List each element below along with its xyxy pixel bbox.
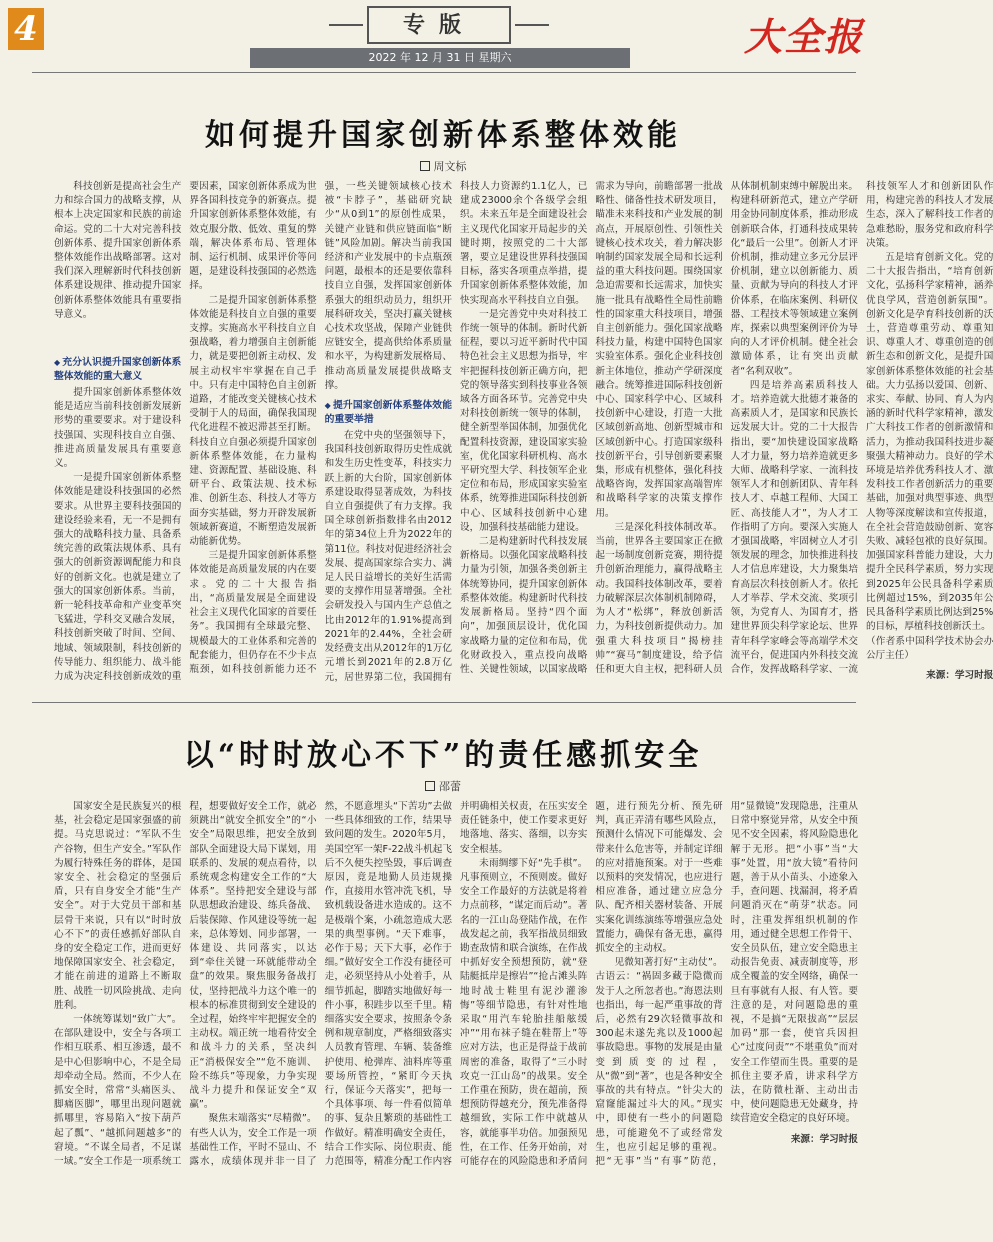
article2-byline (0, 778, 886, 794)
paragraph: 五是培育创新文化。党的二十大报告指出，“培育创新文化，弘扬科学家精神，涵养优良学风，营造创新氛围”。创新文化是孕育科技创新的沃土，营造尊重劳动、尊重知识、尊重人才、尊重创造的创新生态和创新文化，是提升国家创新体系整体效能的社会基础。大力弘扬以爱国、创新、求实、奉献、协同、育人为内涵的新时代科学家精神，激发广大科技工作者的创新激情和活力，为推动我国科技进步凝聚强大精神动力。良好的学术环境是培养优秀科技人才、激发科技工作者创新活力的重要基础，加强对典型事迹、典型人物等深度解读和宣传报道，在全社会营造鼓励创新、宽容失败、减轻包袱的良好氛围。加强国家科普能力建设，大力提升全民科学素质，努力实现到2025年公民具备科学素质比例超过15%，到2035年公民具备科学素质比例达到25%的目标，厚植科技创新沃土。 (865, 252, 993, 633)
paragraph: 一是提升国家创新体系整体效能是建设科技强国的必然要求。从世界主要科技强国的建设经验来看，无一不是拥有强大的战略科技力量、具备系统完善的政策法规体系、具有强大的创新资源调配能力和良好的创新文化。也就是建立了强大的国家创新体系。当前，新一轮科技革命和产业变革突飞猛进，学科交叉融合发展，科技创新突破了时间、空间、地域、领域限制，科技创新的传导能力、组织能力、战斗能力成为决定科技创新成效的重要因素，国家创新体系成为世界各国科技竞争的新赛点。提升国家创新体系整体效能，有效克服分散、低效、重复的弊端，解决体系布局、管理体制、运行机制、成果评价等问题，是建设科技强国的必然选择。 (54, 181, 317, 683)
article1-byline (0, 158, 886, 174)
paragraph: 未雨绸缪下好“先手棋”。凡事预则立，不预则废。做好安全工作最好的方法就是将着力点前移，“谋定而后动”。著名的一江山岛登陆作战，在作战发起之前，我军指战员细致勘查敌情和联合演练，在作战中抓好安全预想预防，就“登陆艇抵岸是擦岩”“抢占滩头阵地时战士鞋里有泥沙灌渗悔”等细节隐患，有针对性地采取“用汽车轮胎挂船舷缓冲”“用布袜子缝在鞋帮上”等应对方法，也正是得益于战前周密的准备，取得了“三小时攻克一江山岛”的战果。安全工作重在预防，贵在超前，预想预防得越充分，预先准备得越细致，实际工作中就越从容，就能事半功倍。加强预见性，在工作、任务开始前，对可能存在的风险隐患和矛盾问题，进行预先分析、预先研判，真正弄清有哪些风险点，预测什么情况下可能爆发、会带来什么危害等，并制定详细的应对措施预案。对于一些难以预料的突发情况，也应进行相应准备，通过建立应急分队、配齐相关器材装备、开展实案化训练演练等增强应急处置能力，确保有备无患，赢得抓安全的主动权。 (459, 801, 723, 1168)
article2-author: 邵蕾 (439, 780, 461, 793)
article1-heading-1: ◆ 充分认识提升国家创新体系整体效能的重大意义 (54, 356, 181, 384)
masthead-divider (32, 72, 856, 73)
paragraph: 一是完善党中央对科技工作统一领导的体制。新时代新征程，要以习近平新时代中国特色社会主义思想为指导，牢牢把握科技创新正确方向，把党的领导落实到科技事业各领域各方面各环节。完善党中央对科技创新统一领导的体制，健全新型举国体制，加强优化配置科技资源，建设国家实验室，优化国家科研机构、高水平研究型大学、科技领军企业定位和布局，形成国家实验室体系，统筹推进国际科技创新中心、区域科技创新中心建设，加强科技基础能力建设。 (459, 308, 588, 533)
paragraph: 四是培养高素质科技人才。培养造就大批德才兼备的高素质人才，是国家和民族长远发展大计。党的二十大报告指出，要“加快建设国家战略人才力量，努力培养造就更多大师、战略科学家、一流科技领军人才和创新团队、青年科技人才、卓越工程师、大国工匠、高技能人才”，为人才工作指明了方向。要深入实施人才强国战略，牢固树立人才引领发展的理念，加快推进科技人才信息库建设，大力聚集培育高层次科技创新人才。依托人才举荐、学术交流、奖项引领，为党育人、为国育才，搭建世界顶尖科学家论坛、世界青年科学家峰会等高端学术交流平台，促进国内外科技交流合作，发挥战略科学家、一流科技领军人才和创新团队作用，构建完善的科技人才发展生态，深入了解科技工作者的急难愁盼，服务党和政府科学决策。 (730, 181, 993, 675)
article1-title: 如何提升国家创新体系整体效能 (205, 118, 681, 153)
author-note: （作者系中国科学技术协会办公厅主任） (865, 635, 993, 661)
article-divider (32, 702, 856, 703)
article2-source: 来源：学习时报 (790, 1133, 858, 1145)
article1-source: 来源：学习时报 (926, 669, 993, 681)
byline-square-icon (420, 161, 430, 171)
paragraph: 二是构建新时代科技发展新格局。以强化国家战略科技力量为引领，加强各类创新主体统筹协同，提升国家创新体系整体效能。构建新时代科技发展新格局。坚持“四个面向”，加强顶层设计，优化国家战略力量的定位和布局，优化财政投入，重点投向战略性、关键性领域，以国家战略需求为导向，前瞻部署一批战略性、储备性技术研发项目，瞄准未来科技和产业发展的制高点，开展原创性、引领性关键核心技术攻关，着力解决影响制约国家发展全局和长远利益的重大科技问题。围绕国家急迫需要和长远需求，加快实施一批具有战略性全局性前瞻性的国家重大科技项目，增强自主创新能力。强化国家战略科技力量，构建中国特色国家实验室体系。强化企业科技创新主体地位，推动产学研深度融合。统筹推进国际科技创新中心、国家科学中心、区域科技创新中心建设，打造一大批区域创新高地、创新型城市和区域创新中心。打造国家级科技创新平台，引导创新要素聚集，形成有机整体，强化科技战略咨询，发挥国家高端智库和战略科学家的决策支撑作用。 (459, 181, 723, 675)
article1-author: 周文标 (433, 160, 467, 173)
masthead (0, 0, 886, 70)
section-label: 专版 (367, 6, 511, 44)
date-bar: 2022 年 12 月 31 日 星期六 (250, 48, 630, 68)
spacer (54, 322, 181, 350)
paragraph: 提升国家创新体系整体效能是适应当前科技创新发展新形势的重要要求。对于建设科技强国、实现科技自立自强、推进高质量发展具有重要意义。 (54, 387, 182, 470)
newspaper-logo: 大全报 (743, 14, 864, 59)
paragraph: 在党中央的坚强领导下，我国科技创新取得历史性成就和发生历史性变革，科技实力跃上新的大台阶，国家创新体系建设取得显著成效，为科技自立自强提供了有力支撑。我国全球创新指数排名由2012年的第34位上升为2022年的第11位。科技对促进经济社会发展、提高国家综合实力、满足人民日益增长的美好生活需要的支撑作用显著增强。全社会研发投入与国内生产总值之比由2012年的1.91%提高到2021年的2.44%，全社会研发经费支出从2012年的1万亿元增长到2021年的2.8万亿元，居世界第二位，我国拥有科技人力资源约1.1亿人，已建成23000余个各级学会组织。未来五年是全面建设社会主义现代化国家开局起步的关键时期，按照党的二十大部署，要立足建设世界科技强国目标，落实各项重点举措，提升国家创新体系整体效能，加快实现高水平科技自立自强。 (324, 181, 588, 683)
page-number: 4 (8, 8, 44, 50)
paragraph: 见微知著打好“主动仗”。古语云：“祸固多藏于隐微而发于人之所忽者也。”海恩法则也指出，每一起严重事故的背后，必然有29次轻微事故和300起未遂先兆以及1000起事故隐患。事物的发展是由量变到质变的过程，从“微”到“著”，也是各种安全事故的共有特点。“针尖大的窟窿能漏过斗大的风。”现实中，即使有一些小的问题隐患，可能避免不了或经常发生，也应引起足够的重视。把“无事”当“有事”防范，用“显微镜”发现隐患，注重从日常中察觉异常，从安全中预见不安全因素，将风险隐患化解于无形。把“小事”当“大事”处置，用“放大镜”看待问题，善于从小苗头、小迹象入手，查问题、找漏洞，将矛盾问题消灭在“萌芽”状态。同时，注重发挥组织机制的作用，通过健全思想工作骨干、安全员队伍，建立安全隐患主动报告免责、减责制度等，形成全覆盖的安全网络，确保一旦有事就有人报、有人管。要注意的是，对问题隐患的重视，不是搞“无限拔高”“层层加码”那一套，使官兵因担心“过度问责”“不堪重负”而对安全工作望而生畏。重要的是抓住主要矛盾，讲求科学方法，在防微杜渐、主动出击中，使问题隐患无处藏身，持续营造安全稳定的良好环境。 (595, 801, 858, 1168)
paragraph: 聚焦末端落实“尽精微”。有些人认为，安全工作是一项基础性工作，平时不显山、不露水，成绩体现并非一目了然，不愿意埋头“下苦功”去做一些具体细致的工作，结果导致问题的发生。2020年5月，美国空军一架F-22战斗机起飞后不久便失控坠毁，事后调查原因，竟是地勤人员违规操作，直接用水管冲洗飞机，导致机载设备进水造成的。这不是极端个案，小疏忽造成大恶果的典型事例。“天下难事，必作于易；天下大事，必作于细。”做好安全工作没有捷径可走，必须坚持从小处着手，从细节抓起，脚踏实地做好每一件小事，积跬步以至千里。精细落实安全要求，按照条令条例和规章制度，严格细致落实人员教育管理、车辆、装备维护使用、枪弹库、油料库等重要场所管控，“紧盯今天执行，保证今天落实”，把每一个具体事项、每一件看似简单的事、复杂且繁琐的基础性工作做好。精准明确安全责任，结合工作实际、岗位职责、能力范围等，精准分配工作内容并明确相关权责，在压实安全责任链条中，使工作要求更好地落地、落实、落细，以夯实安全根基。 (189, 801, 588, 1168)
article1-heading-2: ◆ 提升国家创新体系整体效能的重要举措 (325, 399, 452, 427)
paragraph: 一体统筹谋划“致广大”。在部队建设中，安全与各项工作相互联系、相互渗透，最不是中心但影响中心，不是全局却牵动全局。然而，不少人在抓安全时，常常“头痛医头、脚痛医脚”，哪里出现问题就抓哪里，容易陷入“按下葫芦起了瓢”、“越抓问题越多”的窘境。“不谋全局者，不足谋一域。”安全工作是一项系统工程，想要做好安全工作，就必须跳出“就安全抓安全”的“小安全”局限思维，把安全放到部队全面建设大局下谋划，用联系的、发展的观点看待，以系统观念构建安全工作的“大体系”。坚持把安全建设与部队思想政治建设、练兵备战、后装保障、作风建设等统一起来，总体筹划、同步部署，一体建设、共同落实，以达到“牵住关键一环就能带动全盘”的效果。聚焦服务备战打仗，坚持把战斗力这个唯一的根本的标准贯彻到安全建设的全过程，始终牢牢把握安全的主动权。端正统一地看待安全和战斗力的关系，坚决纠正“消极保安全”“危不施训、险不练兵”等现象，力争实现战斗力提升和保证安全“双赢”。 (54, 801, 317, 1168)
article1-intro: 科技创新是提高社会生产力和综合国力的战略支撑，从根本上决定国家和民族的前途命运。党的二十大对完善科技创新体系、提升国家创新体系整体效能作出战略部署。这对我们深入理解新时代科技创新体系建设规律、推动提升国家创新体系整体效能具有重要指导意义。 (54, 181, 182, 320)
byline-square-icon (425, 781, 435, 791)
article1-body (54, 180, 993, 688)
paragraph: 二是提升国家创新体系整体效能是科技自立自强的重要支撑。实施高水平科技自立自强战略，着力增强自主创新能力，就是要把创新主动权、发展主动权牢牢掌握在自己手中。只有走中国特色自主创新道路，才能改变关键核心技术受制于人的局面，确保我国现代化进程不被迟滞甚至打断。科技自立自强必须提升国家创新体系整体效能，在力量构建、资源配置、基础设施、科研平台、政策法规、技术标准、创新生态、科技人才等方面夯实基础，努力开辟发展新领域新赛道，不断塑造发展新动能新优势。 (189, 294, 317, 548)
paragraph: 国家安全是民族复兴的根基，社会稳定是国家强盛的前提。马克思说过：“军队不生产谷物，但生产安全。”军队作为履行特殊任务的群体，是国家安全、社会稳定的坚强后盾，只有自身安全才能“生产安全”。对于大党员干部和基层骨干来说，只有以“时时放心不下”的责任感抓好部队自身的安全稳定工作，进而更好地保障国家安全、社会稳定，才能在前进的道路上不断取胜、战胜一切风险挑战、走向胜利。 (54, 801, 182, 1011)
article2-title: 以“时时放心不下”的责任感抓安全 (183, 738, 703, 773)
paragraph: 三是提升国家创新体系整体效能是高质量发展的内在要求。党的二十大报告指出，“高质量发展是全面建设社会主义现代化国家的首要任务”。我国拥有全球最完整、规模最大的工业体系和完善的配套能力，但仍存在不少卡点瓶颈，如科技创新能力还不强，一些关键领域核心技术被“卡脖子”，基础研究缺少“从0到1”的原创性成果，关键产业链和供应链面临“断链”风险加剧。解决当前我国经济和产业发展中的卡点瓶颈问题，最根本的还是要依靠科技自立自强，发挥国家创新体系强大的组织动员力，组织开展科研攻关，坚决打赢关键核心技术攻坚战，保障产业链供应链安全，提高供给体系质量和水平，为构建新发展格局、推动高质量发展提供战略支撑。 (189, 181, 452, 675)
article2-body (54, 800, 858, 1228)
paragraph: 三是深化科技体制改革。当前，世界各主要国家正在掀起一场制度创新竞赛，期待提升创新治理能力，赢得战略主动。我国科技体制改革，要着力破解深层次体制机制障碍，为人才“松绑”，释放创新活力，为科技创新提供动力。加强重大科技项目“揭榜挂帅”“赛马”制度建设，给予信任和更大自主权，把科研人员从体制机制束缚中解脱出来。构建科研新范式，建立产学研用金协同制度体系，推动形成创新联合体，打通科技成果转化“最后一公里”。创新人才评价机制，推动建立多元分层评价机制，建立以创新能力、质量、贡献为导向的科技人才评价体系，在临床案例、科研仪器、工程技术等领域建立案例库，探索以典型案例评价为导向的人才评价机制。健全社会激励体系，让有突出贡献者“名利双收”。 (595, 181, 858, 675)
